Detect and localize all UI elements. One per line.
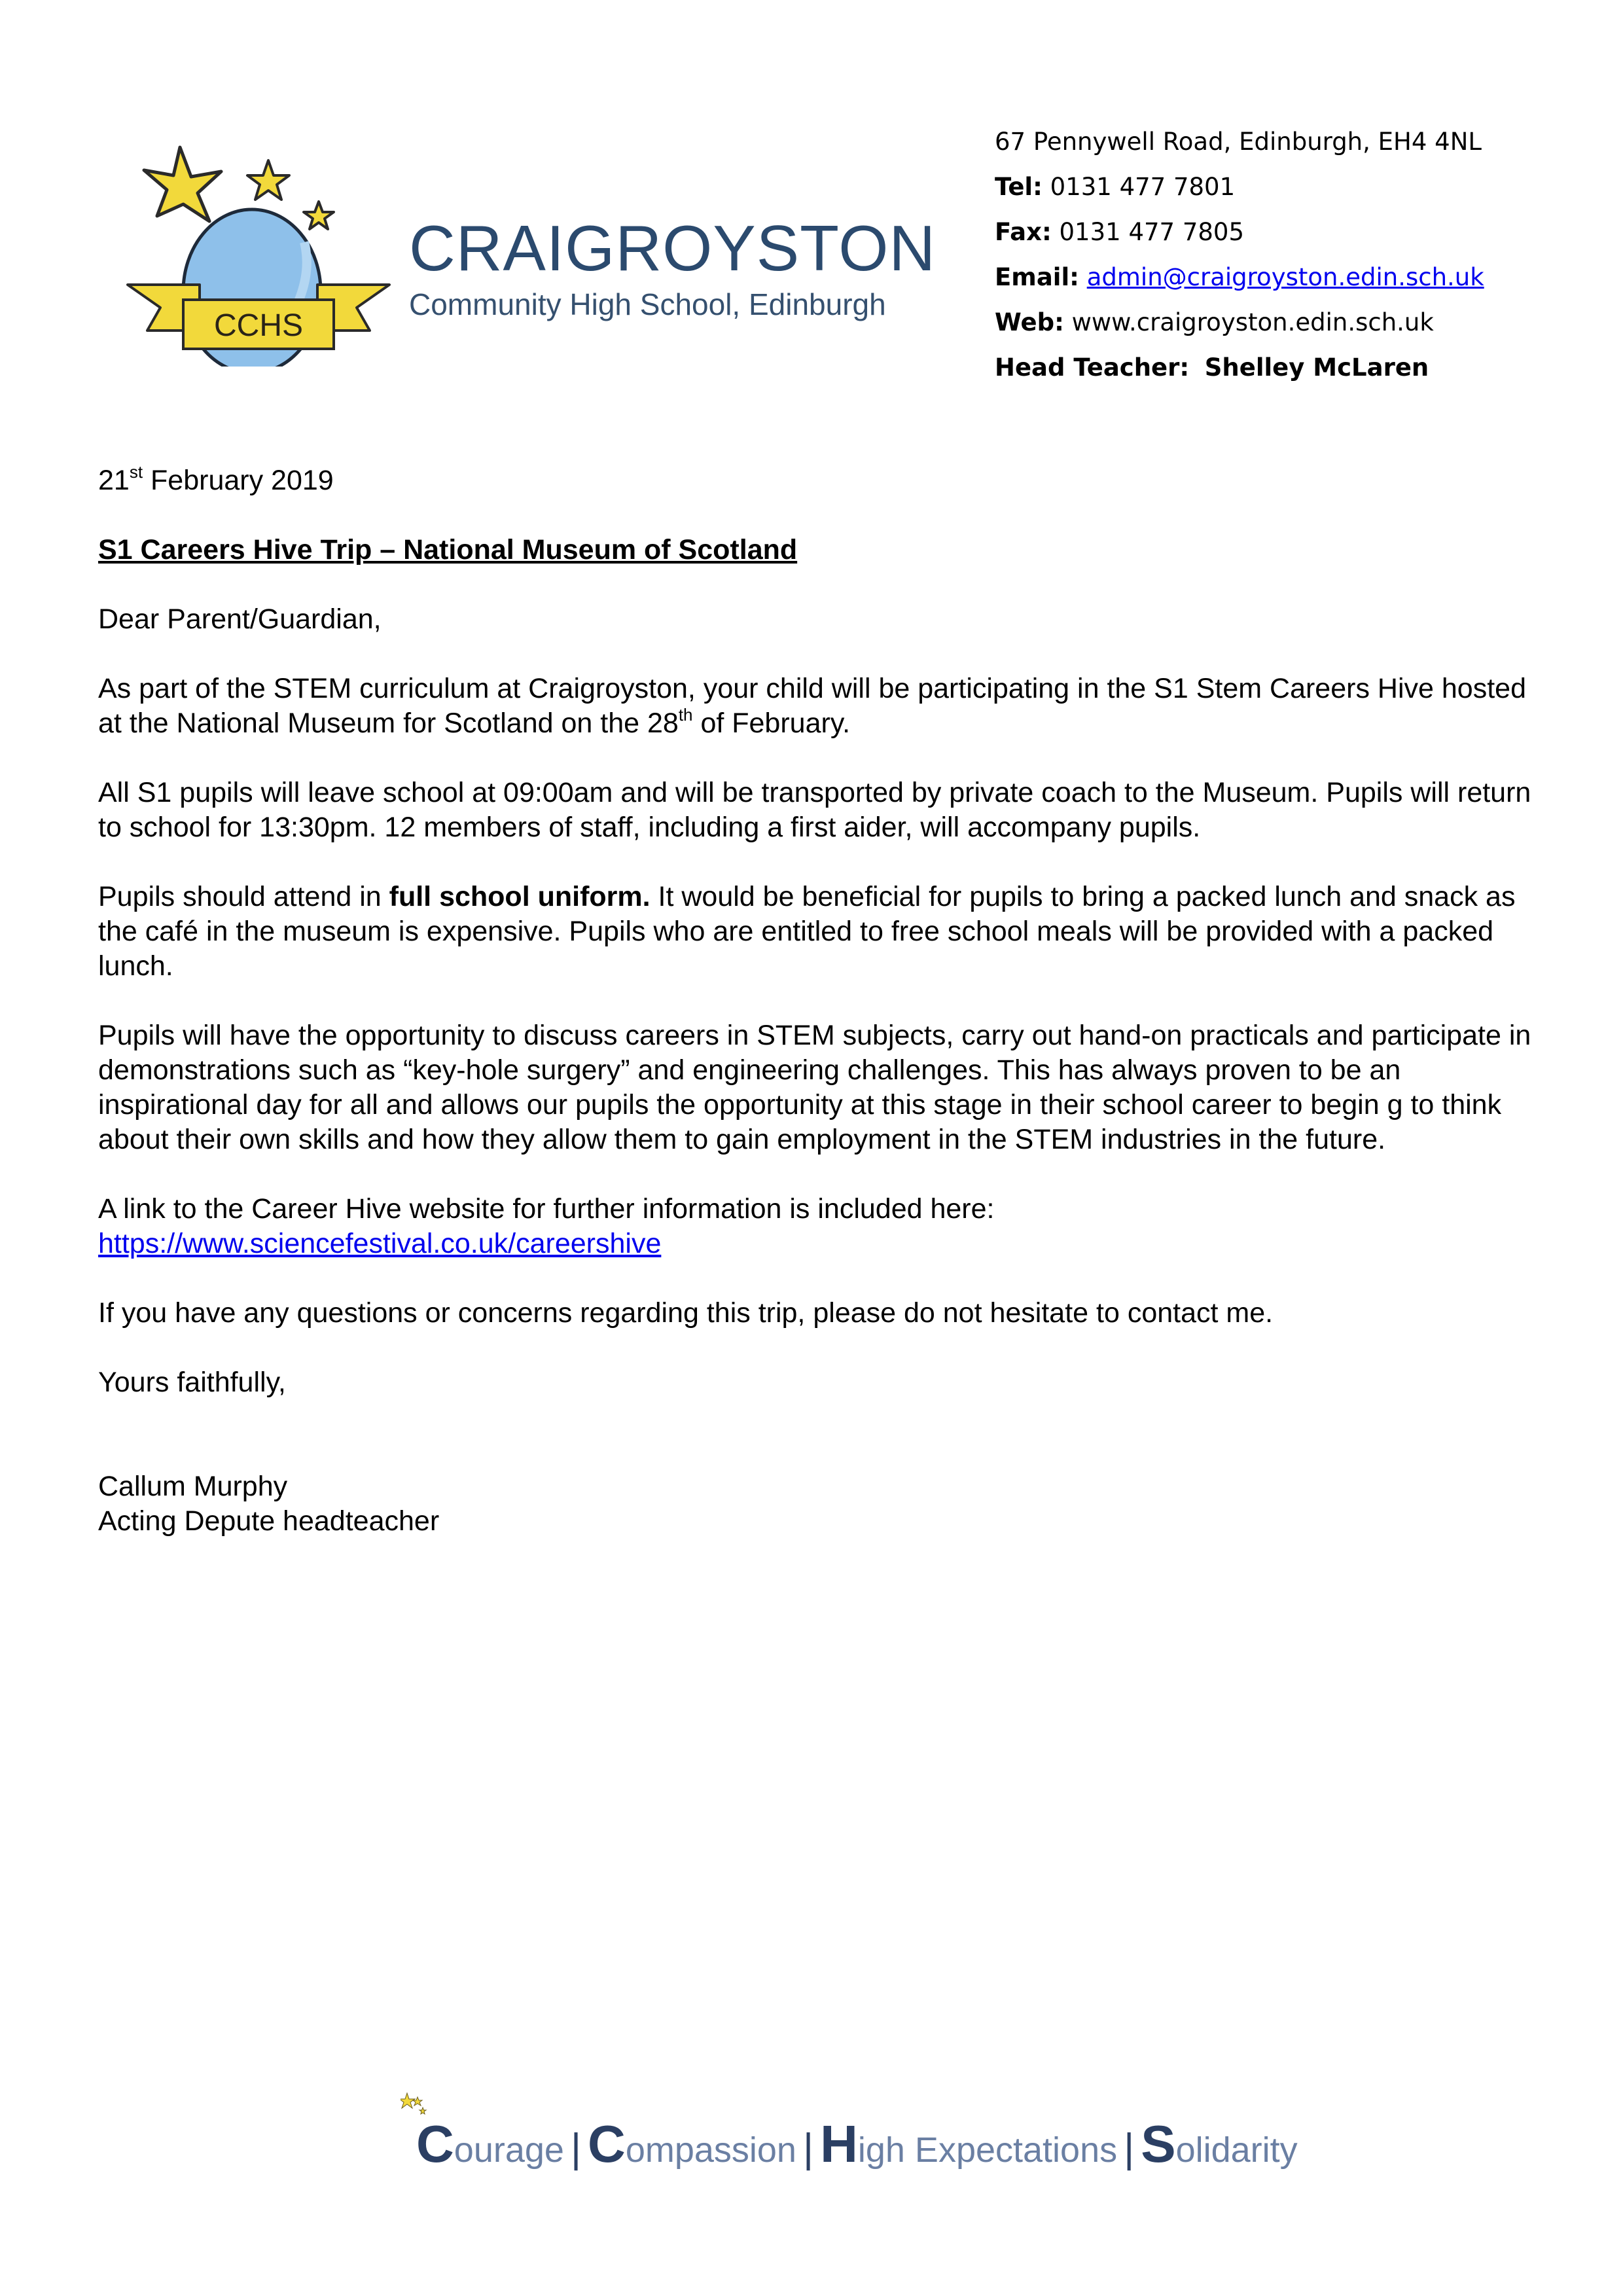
closing: Yours faithfully, xyxy=(98,1367,286,1398)
school-logo xyxy=(118,131,399,367)
school-values-footer xyxy=(401,2088,1298,2173)
date-rest: February 2019 xyxy=(143,465,334,496)
fax-value: 0131 477 7805 xyxy=(1059,218,1244,246)
value-high-expectations xyxy=(820,2115,1118,2173)
fax-label: Fax: xyxy=(995,218,1052,246)
paragraph-link-intro: A link to the Career Hive website for further information is included here: xyxy=(98,1193,995,1225)
head-teacher xyxy=(995,345,1484,390)
fax xyxy=(995,209,1484,255)
value-courage xyxy=(416,2115,564,2173)
value-initial: S xyxy=(1141,2115,1176,2173)
email-label: Email: xyxy=(995,263,1079,291)
careers-hive-link[interactable]: https://www.sciencefestival.co.uk/careershive xyxy=(98,1228,662,1259)
address: 67 Pennywell Road, Edinburgh, EH4 4NL xyxy=(995,128,1482,156)
value-initial: H xyxy=(820,2115,858,2173)
paragraph-transport: All S1 pupils will leave school at 09:00am and will be transported by private coach to the Museum. Pupils will return to school for 13:30pm. 12 members of staff, including a first aider, will accompany pupils. xyxy=(98,777,1531,843)
paragraph-activities: Pupils will have the opportunity to discuss careers in STEM subjects, carry out hand-on practicals and participate in demonstrations such as “key-hole surgery” and engineering challenges. This has always proven to be an inspirational day for all and allows our pupils the opportunity at this stage in their school career to begin g to think about their own skills and how they allow them to gain employment in the STEM industries in the future. xyxy=(98,1020,1531,1155)
web-value: www.craigroyston.edin.sch.uk xyxy=(1071,308,1434,336)
text: Pupils should attend in xyxy=(98,881,389,912)
value-initial: C xyxy=(416,2115,454,2173)
school-name: CRAIGROYSTON xyxy=(409,212,936,284)
value-initial: C xyxy=(588,2115,626,2173)
signatory-name: Callum Murphy xyxy=(98,1471,288,1502)
star-icon xyxy=(144,147,221,221)
star-icon xyxy=(304,202,334,229)
date-day: 21 xyxy=(98,465,130,496)
value-rest: ourage xyxy=(454,2130,564,2170)
school-subtitle: Community High School, Edinburgh xyxy=(409,287,886,321)
web-label: Web: xyxy=(995,308,1064,336)
letter-body xyxy=(98,463,1544,1539)
text: It would be beneficial for pupils to bring a packed lunch and snack as the café in the museum is expensive. Pupils who are entitled to free school meals will be provided with a packed lunch. xyxy=(98,881,1516,982)
logo-badge-text: CCHS xyxy=(213,308,304,343)
telephone xyxy=(995,164,1484,209)
ordinal-suffix: th xyxy=(678,705,693,725)
values-motto xyxy=(416,2114,1298,2174)
school-brand xyxy=(409,212,936,321)
email xyxy=(995,255,1484,300)
head-label: Head Teacher: xyxy=(995,353,1190,382)
salutation: Dear Parent/Guardian, xyxy=(98,603,382,635)
paragraph-uniform xyxy=(98,880,1544,984)
head-name: Shelley McLaren xyxy=(1204,353,1429,382)
value-compassion xyxy=(588,2115,796,2173)
separator: | xyxy=(570,2126,582,2171)
value-rest: igh Expectations xyxy=(857,2130,1118,2170)
text: of February. xyxy=(692,708,851,739)
star-icon xyxy=(247,160,289,200)
date-suffix: st xyxy=(129,462,143,482)
signature-space xyxy=(98,1400,1544,1469)
paragraph-intro xyxy=(98,672,1544,741)
text: As part of the STEM curriculum at Craigroyston, your child will be participating in the S1 Stem Careers Hive hosted at the National Museum for Scotland on the 28 xyxy=(98,673,1526,739)
website xyxy=(995,300,1484,345)
uniform-emphasis: full school uniform. xyxy=(389,881,651,912)
separator: | xyxy=(802,2126,814,2171)
value-solidarity xyxy=(1141,2115,1298,2173)
value-rest: olidarity xyxy=(1175,2130,1298,2170)
letter-subject: S1 Careers Hive Trip – National Museum of Scotland xyxy=(98,534,798,565)
signatory-title: Acting Depute headteacher xyxy=(98,1505,440,1537)
contact-details xyxy=(995,119,1484,390)
tel-label: Tel: xyxy=(995,173,1043,201)
letter-date xyxy=(98,463,1544,498)
email-link[interactable]: admin@craigroyston.edin.sch.uk xyxy=(1086,263,1484,291)
value-rest: ompassion xyxy=(625,2130,796,2170)
tel-value: 0131 477 7801 xyxy=(1050,173,1236,201)
separator: | xyxy=(1124,2126,1135,2171)
paragraph-contact: If you have any questions or concerns regarding this trip, please do not hesitate to contact me. xyxy=(98,1297,1274,1329)
